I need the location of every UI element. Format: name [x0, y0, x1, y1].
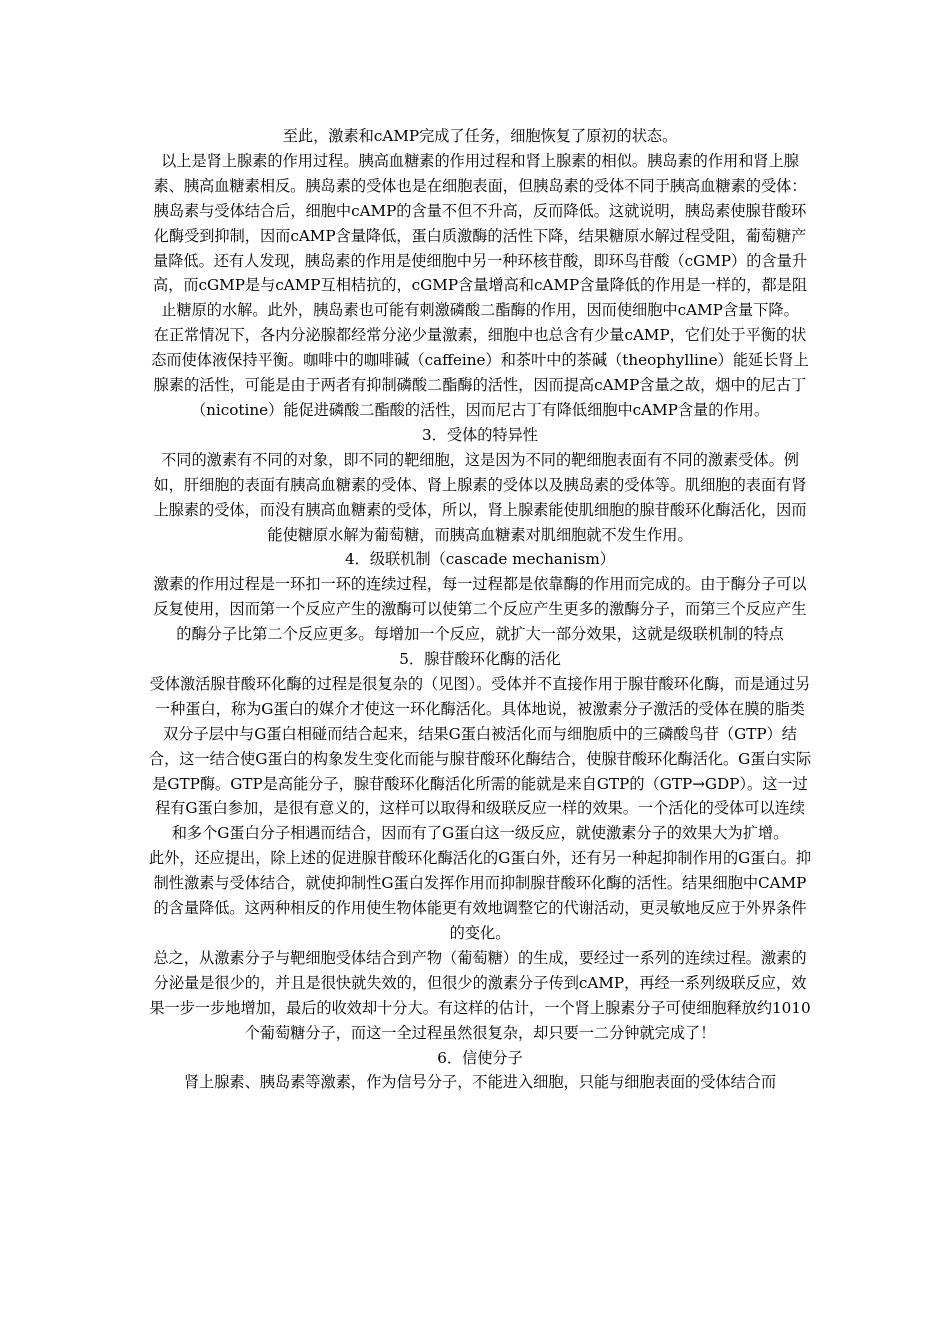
heading-adenylate-cyclase: 5．腺苷酸环化酶的活化 [399, 650, 561, 669]
paragraph-balance: 在正常情况下，各内分泌腺都经常分泌少量激素，细胞中也总含有少量cAMP，它们处于平衡的状态而使体液保持平衡。咖啡中的咖啡碱（caffeine）和茶叶中的茶碱（theophylline）能延长肾上腺素的活性，可能是由于两者有抑制磷酸二酯酶的活性，因而提高cAMP含量之故，烟中的尼古丁（nicotine）能促进磷酸二酯酸的活性，因而尼古丁有降低细胞中cAMP含量的作用。 [151, 326, 809, 419]
paragraph-summary: 总之，从激素分子与靶细胞受体结合到产物（葡萄糖）的生成，要经过一系列的连续过程。激素的分泌量是很少的，并且是很快就失效的，但很少的激素分子传到cAMP，再经一系列级联反应，效果一步一步地增加，最后的收效却十分大。有这样的估计，一个肾上腺素分子可使细胞释放约1010个葡萄糖分子，而这一全过程虽然很复杂，却只要一二分钟就完成了！ [149, 948, 811, 1042]
document-body [148, 124, 812, 1095]
heading-receptor-specificity: 3．受体的特异性 [422, 425, 538, 444]
paragraph-target-cells: 不同的激素有不同的对象，即不同的靶细胞，这是因为不同的靶细胞表面有不同的激素受体。例如，肝细胞的表面有胰高血糖素的受体、肾上腺素的受体以及胰岛素的受体等。肌细胞的表面有肾上腺素的受体，而没有胰高血糖素的受体，所以，肾上腺素能使肌细胞的腺苷酸环化酶活化，因而能使糖原水解为葡萄糖，而胰高血糖素对肌细胞就不发生作用。 [153, 450, 807, 544]
paragraph-insulin: 以上是肾上腺素的作用过程。胰高血糖素的作用过程和肾上腺素的相似。胰岛素的作用和肾上腺素、胰高血糖素相反。胰岛素的受体也是在细胞表面，但胰岛素的受体不同于胰高血糖素的受体：胰岛素与受体结合后，细胞中cAMP的含量不但不升高，反而降低。这就说明，胰岛素使腺苷酸环化酶受到抑制，因而cAMP含量降低，蛋白质激酶的活性下降，结果糖原水解过程受阻，葡萄糖产量降低。还有人发现，胰岛素的作用是使细胞中另一种环核苷酸，即环鸟苷酸（cGMP）的含量升高，而cGMP是与cAMP互相桔抗的，cGMP含量增高和cAMP含量降低的作用是一样的，都是阻止糖原的水解。此外，胰岛素也可能有刺激磷酸二酯酶的作用，因而使细胞中cAMP含量下降。 [152, 151, 808, 320]
heading-messenger-molecules: 6．信使分子 [437, 1048, 523, 1067]
paragraph-messenger: 肾上腺素、胰岛素等激素，作为信号分子，不能进入细胞，只能与细胞表面的受体结合而 [183, 1073, 777, 1092]
paragraph-cascade: 激素的作用过程是一环扣一环的连续过程，每一过程都是依靠酶的作用而完成的。由于酶分子可以反复使用，因而第一个反应产生的激酶可以使第二个反应产生更多的激酶分子，而第三个反应产生的酶分子比第二个反应更多。每增加一个反应，就扩大一部分效果，这就是级联机制的特点 [153, 575, 807, 644]
heading-cascade-mechanism: 4．级联机制（cascade mechanism） [345, 550, 615, 569]
paragraph-status: 至此，激素和cAMP完成了任务，细胞恢复了原初的状态。 [282, 127, 678, 145]
paragraph-g-protein: 受体激活腺苷酸环化酶的过程是很复杂的（见图）。受体并不直接作用于腺苷酸环化酶，而是通过另一种蛋白，称为G蛋白的媒介才使这一环化酶活化。具体地说，被激素分子激活的受体在膜的脂类双分子层中与G蛋白相碰而结合起来，结果G蛋白被活化而与细胞质中的三磷酸鸟苷（GTP）结合，这一结合使G蛋白的构象发生变化而能与腺苷酸环化酶结合，使腺苷酸环化酶活化。G蛋白实际是GTP酶。GTP是高能分子，腺苷酸环化酶活化所需的能就是来自GTP的（GTP→GDP）。这一过程有G蛋白参加，是很有意义的，这样可以取得和级联反应一样的效果。一个活化的受体可以连续和多个G蛋白分子相遇而结合，因而有了G蛋白这一级反应，就使激素分子的效果大为扩增。 [148, 674, 812, 843]
paragraph-inhibitory-g-protein: 此外，还应提出，除上述的促进腺苷酸环化酶活化的G蛋白外，还有另一种起抑制作用的G蛋白。抑制性激素与受体结合，就使抑制性G蛋白发挥作用而抑制腺苷酸环化酶的活性。结果细胞中CAMP的含量降低。这两种相反的作用使生物体能更有效地调整它的代谢活动，更灵敏地反应于外界条件的变化。 [148, 849, 812, 942]
